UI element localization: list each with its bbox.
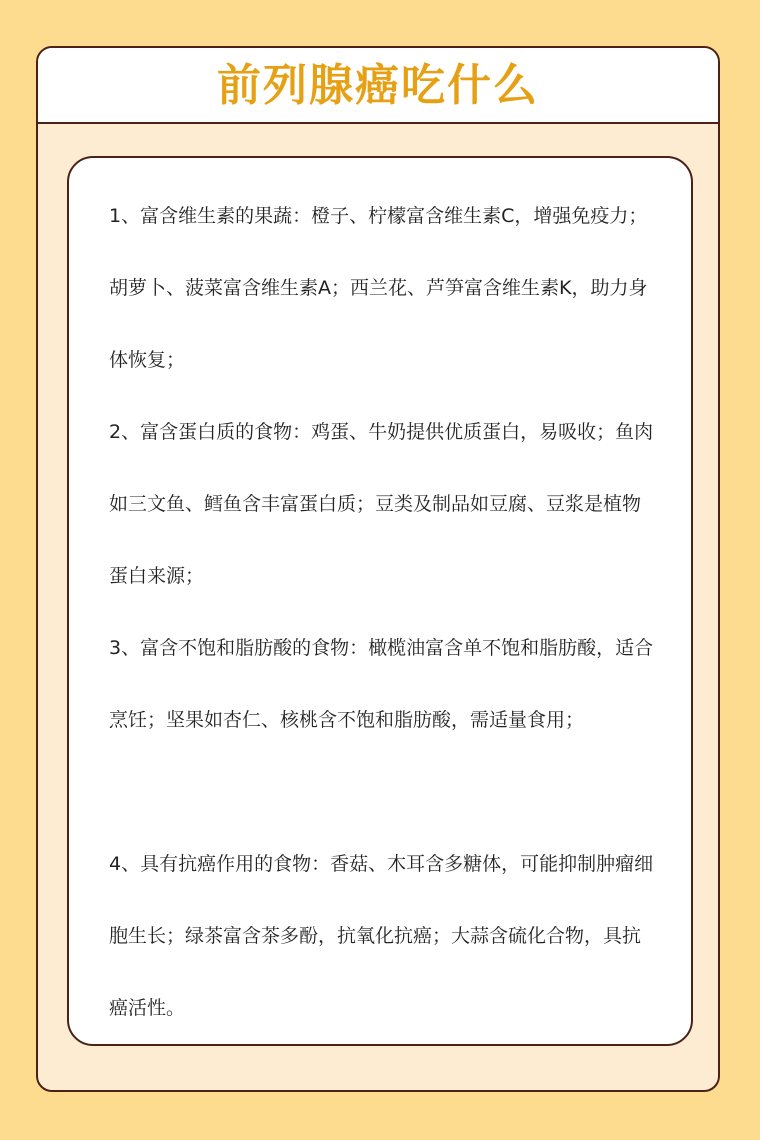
list-item-vitamin-foods: 1、富含维生素的果蔬：橙子、柠檬富含维生素C，增强免疫力；胡萝卜、菠菜富含维生素A；西兰花、芦笋富含维生素K，助力身体恢复；: [109, 205, 648, 371]
list-item-protein-foods: 2、富含蛋白质的食物：鸡蛋、牛奶提供优质蛋白，易吸收；鱼肉如三文鱼、鳕鱼含丰富蛋白质；豆类及制品如豆腐、豆浆是植物蛋白来源；: [109, 421, 654, 587]
title-banner: [38, 48, 718, 124]
list-item-unsaturated-fat-foods: 3、富含不饱和脂肪酸的食物：橄榄油富含单不饱和脂肪酸，适合烹饪；坚果如杏仁、核桃含不饱和脂肪酸，需适量食用；: [109, 637, 654, 731]
list-item-anticancer-foods: 4、具有抗癌作用的食物：香菇、木耳含多糖体，可能抑制肿瘤细胞生长；绿茶富含茶多酚，抗氧化抗癌；大蒜含硫化合物，具抗癌活性。: [109, 853, 654, 1019]
page-title: 前列腺癌吃什么: [217, 60, 539, 111]
content-panel: [67, 156, 693, 1046]
